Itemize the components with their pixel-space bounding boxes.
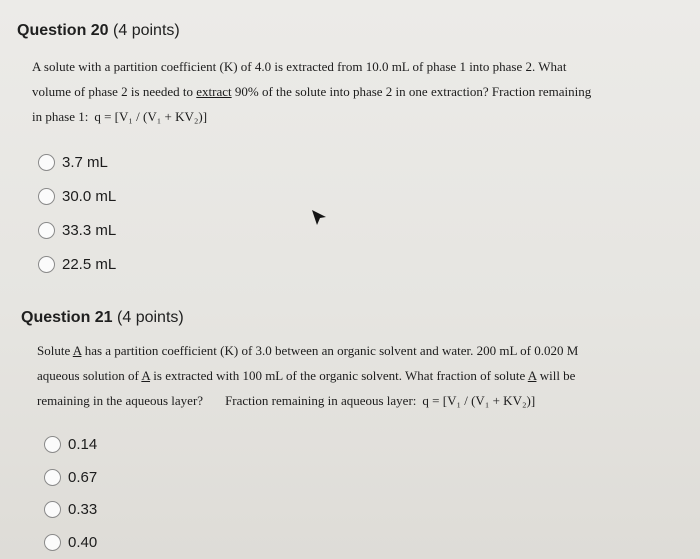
question-21-option-1[interactable]	[44, 436, 97, 453]
option-label: 0.14	[68, 436, 98, 453]
question-21-title: Question 21	[21, 309, 113, 326]
radio-button[interactable]	[44, 469, 61, 486]
radio-button[interactable]	[44, 534, 61, 551]
question-21-line-3	[37, 388, 657, 413]
question-21-solute-label: A	[527, 368, 537, 383]
question-21-line-2-a: aqueous solution of	[37, 368, 142, 383]
option-label: 0.33	[68, 501, 98, 518]
option-label: 30.0 mL	[62, 188, 117, 205]
question-21-points: (4 points)	[112, 309, 184, 326]
question-20-text	[32, 54, 672, 129]
question-20-line-3	[32, 104, 672, 129]
question-21-line-1-b: has a partition coefficient (K) of 3.0 between an organic solvent and water. 200 mL of 0.020 M	[81, 343, 579, 358]
question-20-title: Question 20	[17, 22, 109, 39]
question-21-option-3[interactable]	[44, 501, 97, 518]
option-label: 3.7 mL	[62, 154, 108, 171]
question-21-line-1-a: Solute	[37, 343, 73, 358]
question-20-line-2-b: 90% of the solute into phase 2 in one extraction? Fraction remaining	[231, 84, 592, 99]
question-21-formula: q = [V₁ / (V₁ + KV₂)]	[422, 393, 536, 408]
question-21-text	[37, 338, 657, 413]
question-20-underlined-word: extract	[196, 84, 232, 99]
radio-button[interactable]	[38, 154, 55, 171]
radio-button[interactable]	[44, 501, 61, 518]
question-20-formula: q = [V₁ / (V₁ + KV₂)]	[94, 109, 208, 124]
question-21-heading	[21, 309, 184, 327]
question-20-line-3-label: in phase 1:	[32, 109, 89, 124]
question-20-option-1[interactable]	[38, 154, 108, 171]
question-21-solute-label: A	[141, 368, 151, 383]
question-20-line-1: A solute with a partition coefficient (K) of 4.0 is extracted from 10.0 mL of phase 1 into phase 2. What	[32, 59, 567, 74]
radio-button[interactable]	[38, 188, 55, 205]
question-20-line-2-a: volume of phase 2 is needed to	[32, 84, 197, 99]
question-20-line-2	[32, 79, 672, 104]
question-21-solute-label: A	[72, 343, 82, 358]
question-21-line-2-c: will be	[536, 368, 576, 383]
question-20-option-3[interactable]	[38, 222, 116, 239]
question-21-line-2-b: is extracted with 100 mL of the organic solvent. What fraction of solute	[150, 368, 528, 383]
question-20-option-2[interactable]	[38, 188, 116, 205]
option-label: 0.40	[68, 534, 98, 551]
question-21-line-3-a: remaining in the aqueous layer?	[37, 393, 204, 408]
question-21-option-4[interactable]	[44, 534, 97, 551]
radio-button[interactable]	[38, 256, 55, 273]
question-21-line-3-label: Fraction remaining in aqueous layer:	[225, 393, 417, 408]
radio-button[interactable]	[38, 222, 55, 239]
option-label: 22.5 mL	[62, 256, 117, 273]
mouse-pointer-icon	[310, 208, 328, 228]
question-21-line-1	[37, 338, 657, 363]
question-20-option-4[interactable]	[38, 256, 116, 273]
option-label: 0.67	[68, 469, 98, 486]
question-21-line-2	[37, 363, 657, 388]
question-21-option-2[interactable]	[44, 469, 97, 486]
option-label: 33.3 mL	[62, 222, 117, 239]
radio-button[interactable]	[44, 436, 61, 453]
question-20-points: (4 points)	[108, 22, 180, 39]
question-20-heading	[17, 22, 180, 40]
